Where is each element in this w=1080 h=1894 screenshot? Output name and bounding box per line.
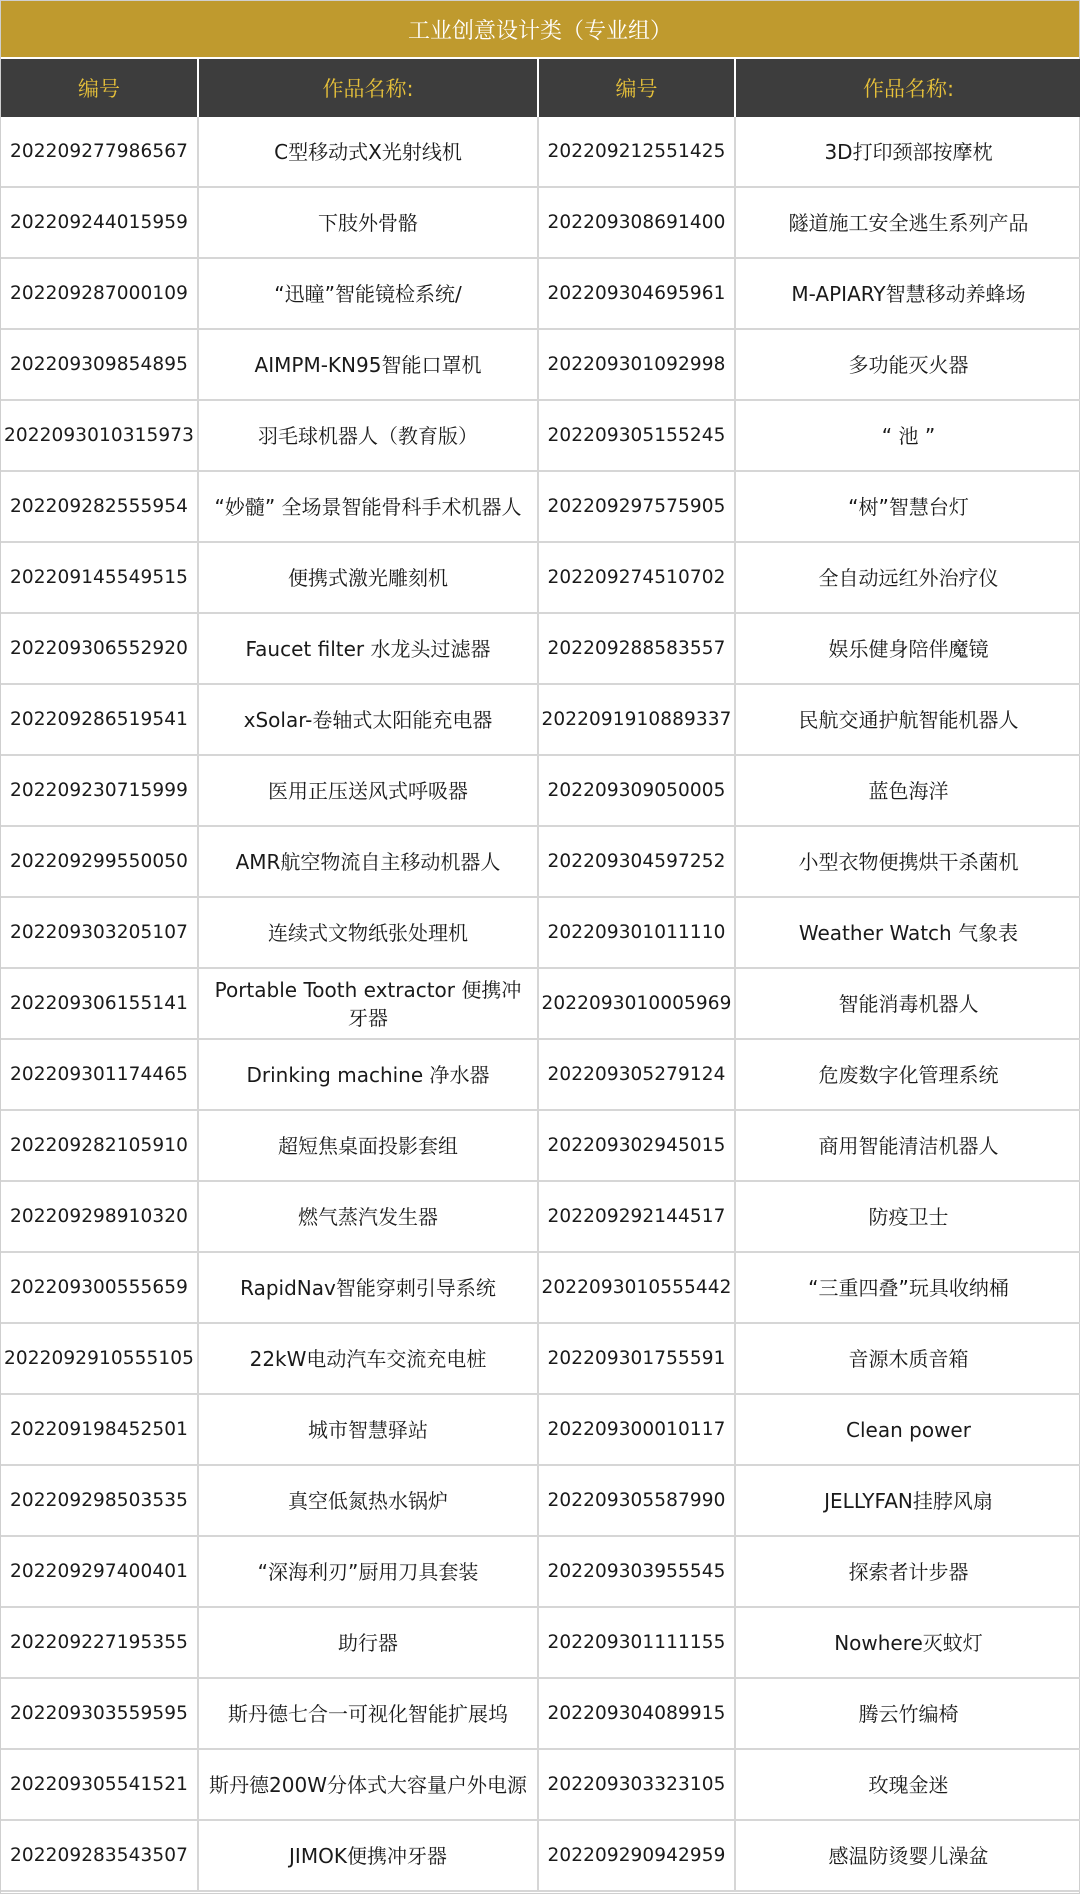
- entry-id-left: 202209303205107: [1, 898, 199, 969]
- entry-name-right: JELLYFAN挂脖风扇: [736, 1466, 1080, 1537]
- entry-id-left: 202209227195355: [1, 1608, 199, 1679]
- entry-id-left: 202209297400401: [1, 1537, 199, 1608]
- entry-name-right: 感温防烫婴儿澡盆: [736, 1821, 1080, 1892]
- entry-id-right: 202209304597252: [539, 827, 736, 898]
- entry-name-left: 医用正压送风式呼吸器: [199, 756, 539, 827]
- entry-id-left: 202209300555659: [1, 1253, 199, 1324]
- entry-name-right: 娱乐健身陪伴魔镜: [736, 614, 1080, 685]
- entry-id-left: 202209282105910: [1, 1111, 199, 1182]
- entry-id-right: 202209301092998: [539, 330, 736, 401]
- entry-id-right: 2022093010005969: [539, 969, 736, 1040]
- entry-name-right: 蓝色海洋: [736, 756, 1080, 827]
- entry-id-right: 2022093010555442: [539, 1253, 736, 1324]
- entry-id-right: 202209297575905: [539, 472, 736, 543]
- entry-id-left: 202209301174465: [1, 1040, 199, 1111]
- entry-name-left: 22kW电动汽车交流充电桩: [199, 1324, 539, 1395]
- entry-name-left: 助行器: [199, 1608, 539, 1679]
- entry-id-left: 202209299550050: [1, 827, 199, 898]
- entry-id-right: 202209304089915: [539, 1679, 736, 1750]
- entry-name-left: Portable Tooth extractor 便携冲牙器: [199, 969, 539, 1040]
- entry-id-left: 202209298910320: [1, 1182, 199, 1253]
- table-header-row: [1, 59, 1079, 117]
- entry-name-left: Faucet filter 水龙头过滤器: [199, 614, 539, 685]
- entry-id-right: 202209303323105: [539, 1750, 736, 1821]
- entry-name-right: M-APIARY智慧移动养蜂场: [736, 259, 1080, 330]
- entry-id-right: 202209292144517: [539, 1182, 736, 1253]
- header-id-1: 编号: [1, 59, 199, 117]
- entry-id-left: 202209230715999: [1, 756, 199, 827]
- entry-id-right: 202209305587990: [539, 1466, 736, 1537]
- entry-id-left: 202209145549515: [1, 543, 199, 614]
- entry-name-right: “三重四叠”玩具收纳桶: [736, 1253, 1080, 1324]
- entry-id-right: 202209308691400: [539, 188, 736, 259]
- entry-id-left: 202209287000109: [1, 259, 199, 330]
- entry-id-right: 202209309050005: [539, 756, 736, 827]
- entry-name-left: RapidNav智能穿刺引导系统: [199, 1253, 539, 1324]
- entry-name-left: 超短焦桌面投影套组: [199, 1111, 539, 1182]
- entry-id-left: 2022093010315973: [1, 401, 199, 472]
- entry-name-right: 隧道施工安全逃生系列产品: [736, 188, 1080, 259]
- entry-name-left: 城市智慧驿站: [199, 1395, 539, 1466]
- entry-id-left: 202209306155141: [1, 969, 199, 1040]
- entry-name-right: Clean power: [736, 1395, 1080, 1466]
- entry-name-left: 斯丹德200W分体式大容量户外电源: [199, 1750, 539, 1821]
- table-body: [1, 117, 1079, 1892]
- entry-name-left: 下肢外骨骼: [199, 188, 539, 259]
- entry-id-left: 202209283543507: [1, 1821, 199, 1892]
- entry-name-right: 音源木质音箱: [736, 1324, 1080, 1395]
- entry-id-right: 202209302945015: [539, 1111, 736, 1182]
- entry-id-right: 202209300010117: [539, 1395, 736, 1466]
- entry-name-left: “深海利刃”厨用刀具套装: [199, 1537, 539, 1608]
- entry-name-left: 燃气蒸汽发生器: [199, 1182, 539, 1253]
- entry-name-left: Drinking machine 净水器: [199, 1040, 539, 1111]
- entry-name-left: 真空低氮热水锅炉: [199, 1466, 539, 1537]
- entry-name-left: “迅瞳”智能镜检系统/: [199, 259, 539, 330]
- entry-name-right: 小型衣物便携烘干杀菌机: [736, 827, 1080, 898]
- entry-name-right: 全自动远红外治疗仪: [736, 543, 1080, 614]
- entry-id-left: 202209198452501: [1, 1395, 199, 1466]
- entry-name-left: 便携式激光雕刻机: [199, 543, 539, 614]
- entry-name-right: 多功能灭火器: [736, 330, 1080, 401]
- entry-name-right: “ 池 ”: [736, 401, 1080, 472]
- entry-name-right: 商用智能清洁机器人: [736, 1111, 1080, 1182]
- entry-name-right: Weather Watch 气象表: [736, 898, 1080, 969]
- entry-id-right: 202209305279124: [539, 1040, 736, 1111]
- entry-id-right: 202209303955545: [539, 1537, 736, 1608]
- entry-name-right: 智能消毒机器人: [736, 969, 1080, 1040]
- entry-name-left: 羽毛球机器人（教育版）: [199, 401, 539, 472]
- header-name-2: 作品名称:: [736, 59, 1080, 117]
- entry-id-left: 202209305541521: [1, 1750, 199, 1821]
- entry-id-right: 202209304695961: [539, 259, 736, 330]
- entry-id-left: 202209277986567: [1, 117, 199, 188]
- entry-id-right: 202209288583557: [539, 614, 736, 685]
- entry-name-left: AIMPM-KN95智能口罩机: [199, 330, 539, 401]
- entry-id-right: 2022091910889337: [539, 685, 736, 756]
- entry-name-left: xSolar-卷轴式太阳能充电器: [199, 685, 539, 756]
- entry-id-right: 202209212551425: [539, 117, 736, 188]
- entry-name-right: 危废数字化管理系统: [736, 1040, 1080, 1111]
- entry-id-left: 202209298503535: [1, 1466, 199, 1537]
- header-id-2: 编号: [539, 59, 736, 117]
- entry-name-right: 玫瑰金迷: [736, 1750, 1080, 1821]
- entry-id-left: 202209286519541: [1, 685, 199, 756]
- entry-id-left: 202209306552920: [1, 614, 199, 685]
- entry-name-right: “树”智慧台灯: [736, 472, 1080, 543]
- entry-name-right: 腾云竹编椅: [736, 1679, 1080, 1750]
- entry-id-left: 202209282555954: [1, 472, 199, 543]
- entry-name-right: 3D打印颈部按摩枕: [736, 117, 1080, 188]
- entry-id-right: 202209290942959: [539, 1821, 736, 1892]
- entry-id-left: 202209309854895: [1, 330, 199, 401]
- entry-name-left: 连续式文物纸张处理机: [199, 898, 539, 969]
- entry-id-left: 2022092910555105: [1, 1324, 199, 1395]
- entry-id-right: 202209305155245: [539, 401, 736, 472]
- entry-id-right: 202209301111155: [539, 1608, 736, 1679]
- header-name-1: 作品名称:: [199, 59, 539, 117]
- entry-name-right: Nowhere灭蚊灯: [736, 1608, 1080, 1679]
- entry-name-left: JIMOK便携冲牙器: [199, 1821, 539, 1892]
- entry-name-right: 探索者计步器: [736, 1537, 1080, 1608]
- entry-id-right: 202209301755591: [539, 1324, 736, 1395]
- entry-name-left: 斯丹德七合一可视化智能扩展坞: [199, 1679, 539, 1750]
- entry-name-left: C型移动式X光射线机: [199, 117, 539, 188]
- entry-id-left: 202209244015959: [1, 188, 199, 259]
- entry-id-right: 202209301011110: [539, 898, 736, 969]
- entry-id-left: 202209303559595: [1, 1679, 199, 1750]
- entry-name-right: 防疫卫士: [736, 1182, 1080, 1253]
- table-title: 工业创意设计类（专业组）: [1, 1, 1079, 59]
- entry-id-right: 202209274510702: [539, 543, 736, 614]
- entry-name-right: 民航交通护航智能机器人: [736, 685, 1080, 756]
- entry-name-left: AMR航空物流自主移动机器人: [199, 827, 539, 898]
- entry-name-left: “妙髓” 全场景智能骨科手术机器人: [199, 472, 539, 543]
